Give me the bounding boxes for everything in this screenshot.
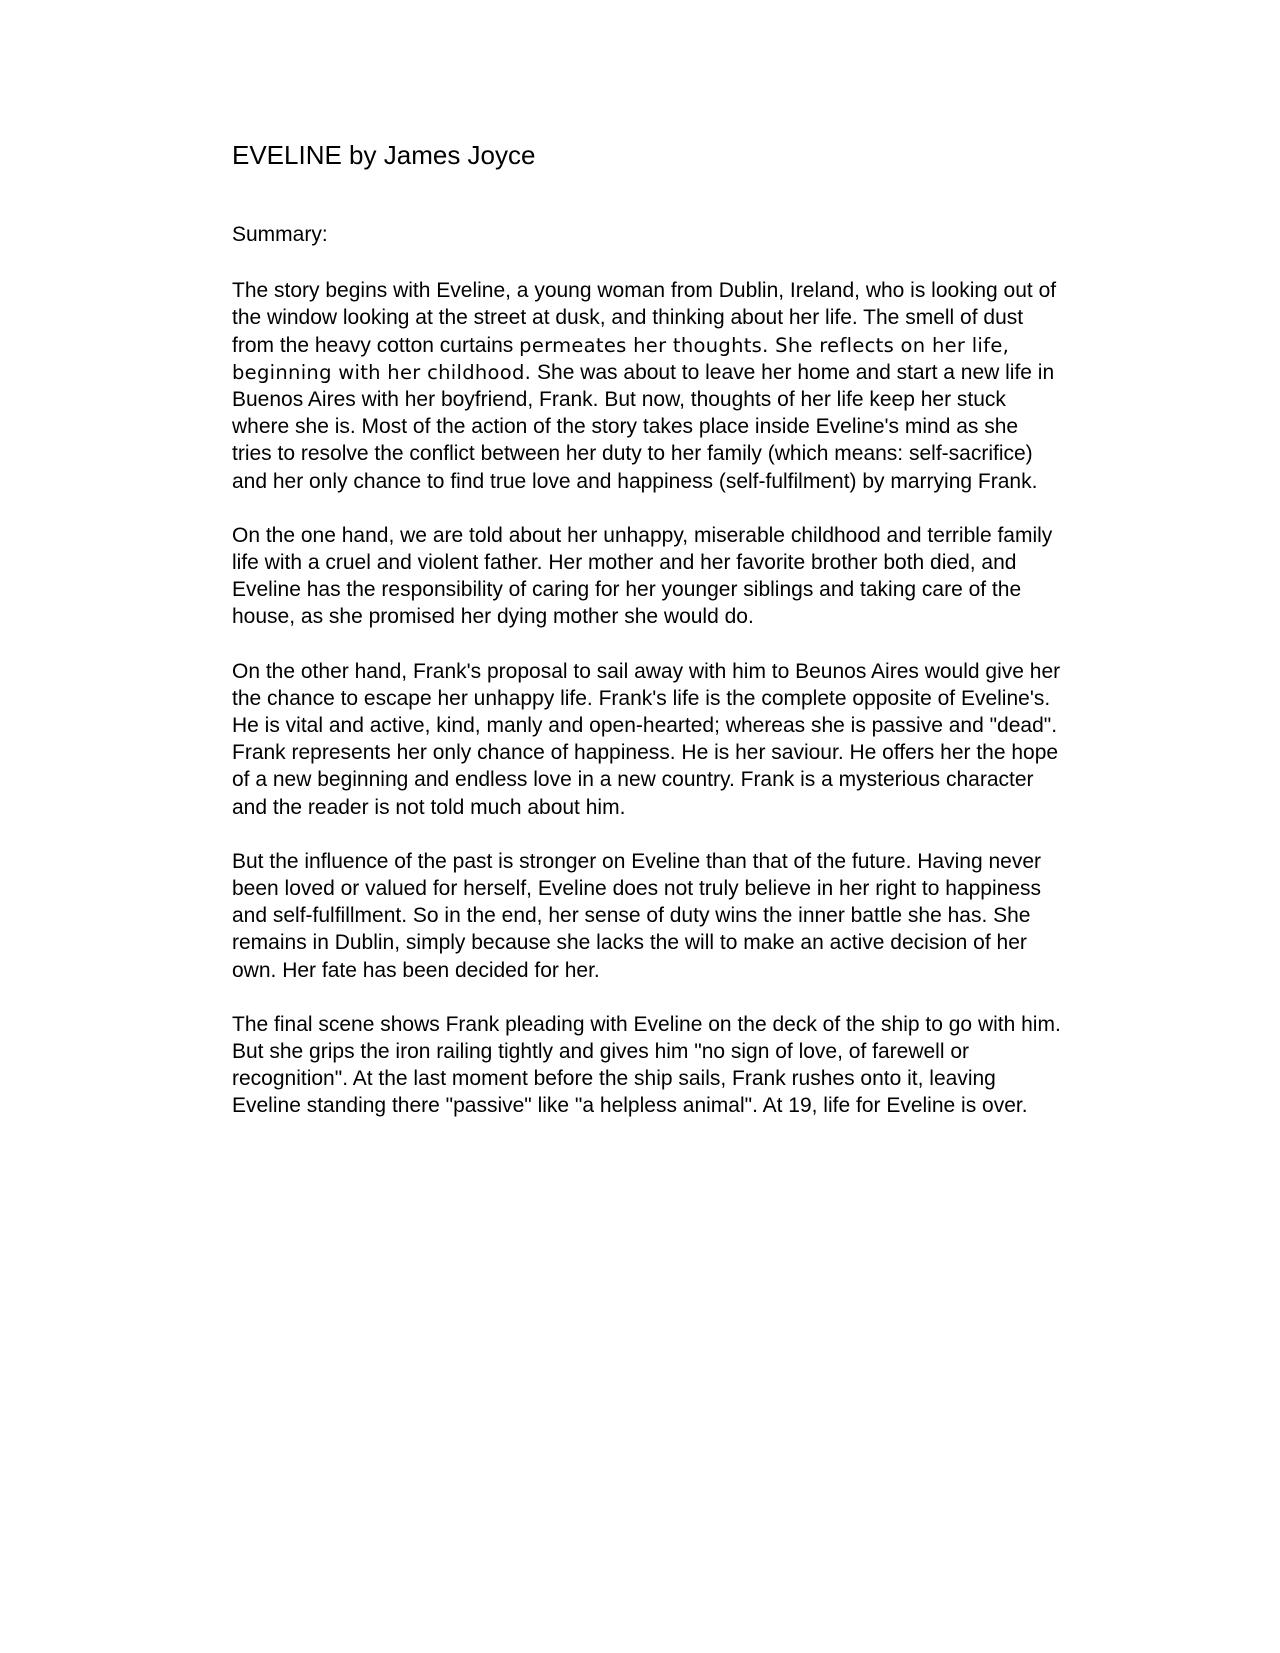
paragraph-1-styled-text: permeates her thoughts. She reflects on her life, beginning with her childhood. bbox=[232, 333, 1010, 384]
document-body bbox=[232, 140, 1062, 1147]
document-title: EVELINE by James Joyce bbox=[232, 140, 536, 170]
summary-label: Summary: bbox=[232, 223, 328, 247]
paragraph-1-lead: The story begins with Eveline, a young woman from Dublin, Ireland, who is looking out of the window looking at the street at dusk, and thinking about her life. The smell of dust from the heavy cotton curtains bbox=[232, 279, 1057, 357]
paragraph-3: On the other hand, Frank's proposal to sail away with him to Beunos Aires would give her the chance to escape her unhappy life. Frank's life is the complete opposite of Eveline's. He is vital and active, kind, manly and open-hearted; whereas she is passive and "dead". Frank represents her only chance of happiness. He is her saviour. He offers her the hope of a new beginning and endless love in a new country. Frank is a mysterious character and the reader is not told much about him. bbox=[232, 659, 1061, 819]
paragraph-2: On the one hand, we are told about her unhappy, miserable childhood and terrible family life with a cruel and violent father. Her mother and her favorite brother both died, and Eveline has the responsibility of caring for her younger siblings and taking care of the house, as she promised her dying mother she would do. bbox=[232, 523, 1053, 629]
paragraph-1 bbox=[232, 277, 1062, 495]
paragraph-1-tail: She was about to leave her home and start a new life in Buenos Aires with her boyfriend, Frank. But now, thoughts of her life keep her stuck where she is. Most of the action of the story takes place inside Eveline's mind as she tries to resolve the conflict between her duty to her family (which means: self-sacrifice) and her only chance to find true love and happiness (self-fulfilment) by marrying Frank. bbox=[232, 360, 1055, 493]
paragraph-4: But the influence of the past is stronger on Eveline than that of the future. Having never been loved or valued for herself, Eveline does not truly believe in her right to happiness and self-fulfillment. So in the end, her sense of duty wins the inner battle she has. She remains in Dublin, simply because she lacks the will to make an active decision of her own. Her fate has been decided for her. bbox=[232, 849, 1042, 982]
paragraph-5: The final scene shows Frank pleading with Eveline on the deck of the ship to go with him. But she grips the iron railing tightly and gives him "no sign of love, of farewell or recognition". At the last moment before the ship sails, Frank rushes onto it, leaving Eveline standing there "passive" like "a helpless animal". At 19, life for Eveline is over. bbox=[232, 1012, 1061, 1118]
